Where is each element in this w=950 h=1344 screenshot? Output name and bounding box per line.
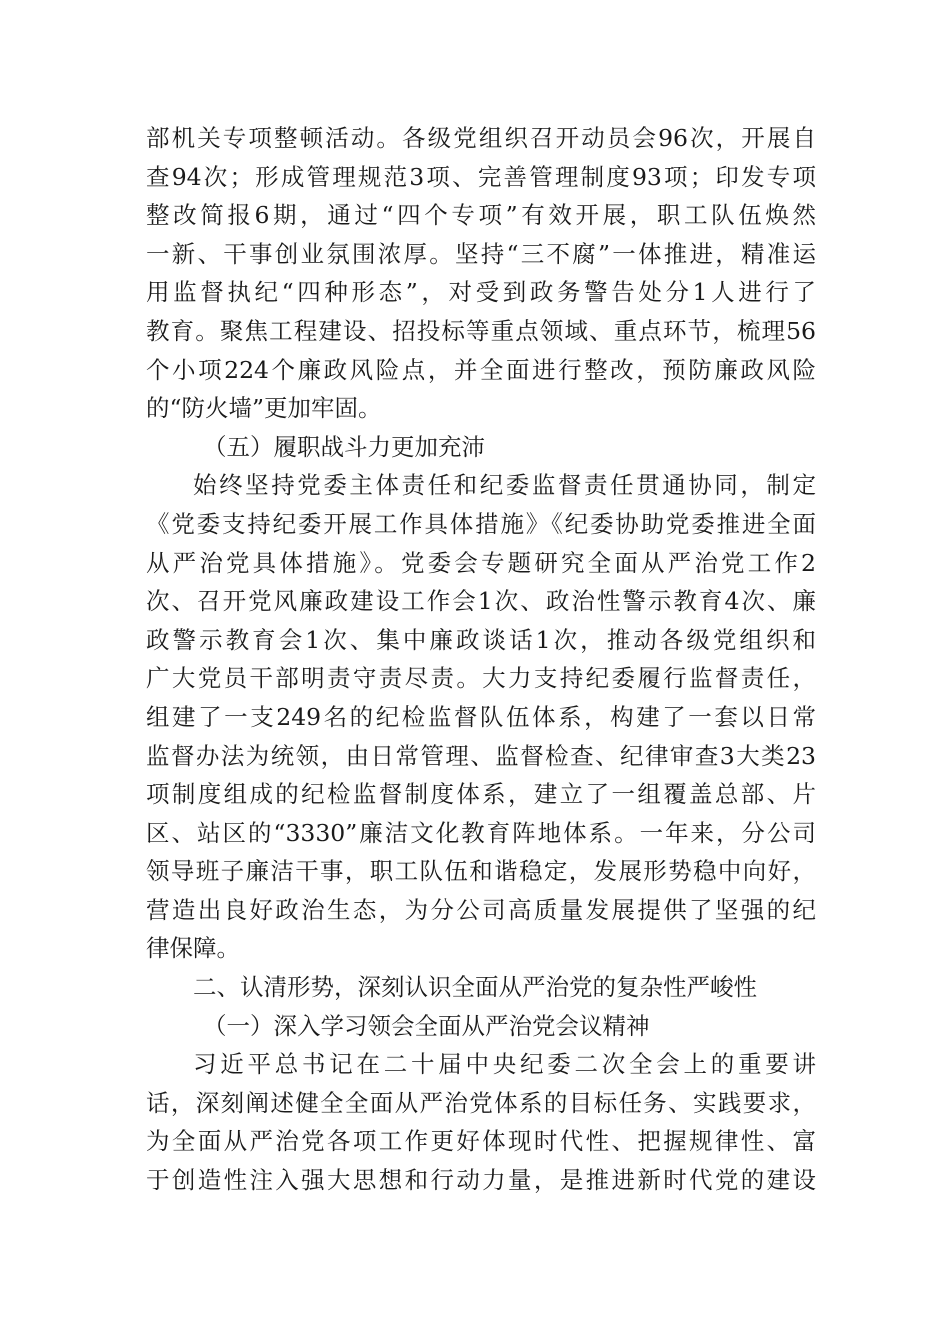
text-line: 用监督执纪“四种形态”，对受到政务警告处分1人进行了 (146, 278, 816, 307)
text-line: 领导班子廉洁干事，职工队伍和谐稳定，发展形势稳中向好， (146, 857, 816, 886)
heading-text: （五）履职战斗力更加充沛 (203, 432, 485, 461)
text-line: 部机关专项整顿活动。各级党组织召开动员会96次，开展自 (146, 124, 816, 152)
text-line: 查94次；形成管理规范3项、完善管理制度93项；印发专项 (146, 162, 816, 191)
text-line: 习近平总书记在二十届中央纪委二次全会上的重要讲 (193, 1050, 816, 1079)
text-line: 个小项224个廉政风险点，并全面进行整改，预防廉政风险 (146, 355, 816, 384)
text-line: 区、站区的“3330”廉洁文化教育阵地体系。一年来，分公司 (146, 818, 816, 847)
text-line: 始终坚持党委主体责任和纪委监督责任贯通协同，制定 (193, 471, 816, 500)
text-line: 《党委支持纪委开展工作具体措施》《纪委协助党委推进全面 (146, 509, 816, 538)
paragraph-special-rectification (146, 119, 816, 428)
paragraph-responsibility (146, 466, 816, 968)
paragraph-speech (146, 1045, 816, 1199)
section-heading-two (146, 968, 816, 1007)
text-line: 监督办法为统领，由日常管理、监督检查、纪律审查3大类23 (146, 741, 816, 770)
text-line: 的“防火墙”更加牢固。 (146, 394, 382, 423)
subsection-heading-one (146, 1007, 816, 1046)
text-line: 教育。聚焦工程建设、招投标等重点领域、重点环节，梳理56 (146, 316, 816, 345)
text-line: 营造出良好政治生态，为分公司高质量发展提供了坚强的纪 (146, 895, 816, 924)
heading-text: （一）深入学习领会全面从严治党会议精神 (203, 1011, 650, 1040)
text-line: 政警示教育会1次、集中廉政谈话1次，推动各级党组织和 (146, 625, 816, 654)
text-line: 组建了一支249名的纪检监督队伍体系，构建了一套以日常 (146, 702, 816, 731)
text-line: 律保障。 (146, 934, 240, 963)
text-line: 整改简报6期，通过“四个专项”有效开展，职工队伍焕然 (146, 201, 816, 230)
text-line: 广大党员干部明责守责尽责。大力支持纪委履行监督责任， (146, 664, 816, 693)
heading-text: 二、认清形势，深刻认识全面从严治党的复杂性严峻性 (193, 973, 757, 1002)
text-line: 话，深刻阐述健全全面从严治党体系的目标任务、实践要求， (146, 1088, 816, 1117)
text-line: 次、召开党风廉政建设工作会1次、政治性警示教育4次、廉 (146, 587, 816, 616)
text-line: 一新、干事创业氛围浓厚。坚持“三不腐”一体推进，精准运 (146, 239, 816, 268)
section-heading-five (146, 428, 816, 467)
text-line: 项制度组成的纪检监督制度体系，建立了一组覆盖总部、片 (146, 780, 816, 809)
text-line: 于创造性注入强大思想和行动力量，是推进新时代党的建设 (146, 1166, 816, 1195)
document-body (146, 119, 816, 1200)
text-line: 从严治党具体措施》。党委会专题研究全面从严治党工作2 (146, 548, 816, 577)
text-line: 为全面从严治党各项工作更好体现时代性、把握规律性、富 (146, 1127, 816, 1156)
